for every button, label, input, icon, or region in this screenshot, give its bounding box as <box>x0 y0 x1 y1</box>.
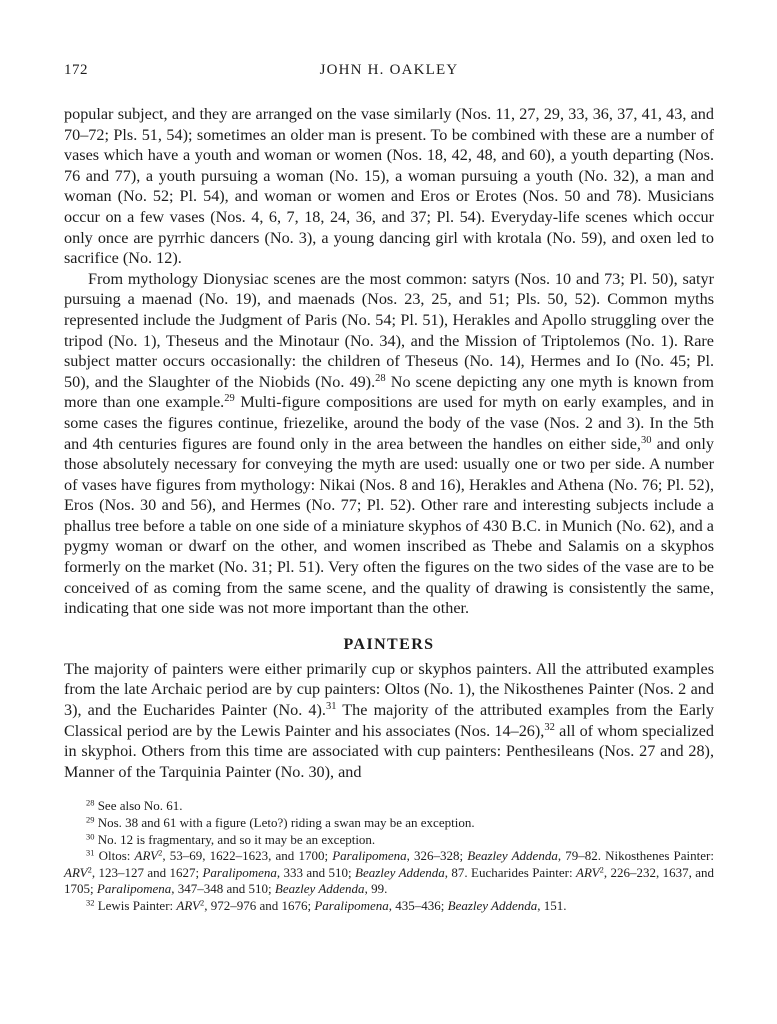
footnote-ref-32: 32 <box>544 721 555 733</box>
running-title: JOHN H. OAKLEY <box>319 62 459 78</box>
footnote-ref-28: 28 <box>375 372 386 384</box>
footnote-30: $^{30}$ No. 12 is fragmentary, and so it may be an exception. <box>86 830 376 847</box>
footnotes <box>64 798 714 914</box>
paragraph-everyday-scenes: popular subject, and they are arranged on the vase similarly (Nos. 11, 27, 29, 33, 36, 37, 41, 43, and 70–72; Pls. 51, 54); sometimes an older man is present. To be combined with these are a number of vases which have a youth and woman or women (Nos. 18, 42, 48, and 60), a youth departing (Nos. 76 and 77), a youth pursuing a woman (No. 15), a woman pursuing a youth (No. 32), a man and woman (No. 52; Pl. 54), and woman or women and Eros or Erotes (Nos. 50 and 78). Musicians occur on a few vases (Nos. 4, 6, 7, 18, 24, 36, and 37; Pl. 54). Everyday-life scenes which occur only once are pyrrhic dancers (No. 3), a young dancing girl with krotala (No. 59), and oxen led to sacrifice (No. 12). <box>64 105 714 268</box>
section-heading-painters: PAINTERS <box>343 635 435 653</box>
footnote-ref-31: 31 <box>325 701 337 713</box>
footnote-ref-29: 29 <box>224 393 235 405</box>
running-head <box>64 62 714 90</box>
footnote-ref-30: 30 <box>640 434 652 446</box>
body-text <box>64 104 714 782</box>
footnote-28: $^{28}$ See also No. 61. <box>86 797 183 814</box>
paragraph-painters: The majority of painters were either primarily cup or skyphos painters. All the attributed examples from the late Archaic period are by cup painters: Oltos (No. 1), the Nikosthenes Painter (Nos. 2 and 3), and the Eucharides Painter (No. 4).$^{31}$ The majority of the attributed examples from the Early Classical period are by the Lewis Painter and his associates (Nos. 14–26),$^{32}$ all of whom specialized in skyphoi. Others from this time are associated with cup painters: Penthesileans (Nos. 27 and 28), Manner of the Tarquinia Painter (No. 30), and <box>64 659 714 781</box>
paragraph-mythology: From mythology Dionysiac scenes are the most common: satyrs (Nos. 10 and 73; Pl. 50), satyr pursuing a maenad (No. 19), and maenads (Nos. 23, 25, and 51; Pls. 50, 52). Common myths represented include the Judgment of Paris (No. 54; Pl. 51), Herakles and Apollo struggling over the tripod (No. 1), Theseus and the Minotaur (No. 34), and the Mission of Triptolemos (No. 1). Rare subject matter occurs occasionally: the children of Theseus (No. 14), Hermes and Io (No. 45; Pl. 50), and the Slaughter of the Niobids (No. 49).$^{28}$ No scene depicting any one myth is known from more than one example.$^{29}$ Multi-figure compositions are used for myth on early examples, and in some cases the figures continue, friezelike, around the body of the vase (Nos. 2 and 3). In the 5th and 4th centuries figures are found only in the area between the handles on either side,$^{30}$ and only those absolutely necessary for conveying the myth are used: usually one or two per side. A number of vases have figures from mythology: Nikai (Nos. 8 and 16), Herakles and Athena (No. 76; Pl. 52), Eros (Nos. 30 and 56), and Hermes (No. 77; Pl. 52). Other rare and interesting subjects include a phallus tree before a table on one side of a miniature skyphos of 430 B.C. in Munich (No. 62), and a pygmy woman or dwarf on the other, and women inscribed as Thebe and Salamis on a skyphos formerly on the market (No. 31; Pl. 51). Very often the figures on the two sides of the vase are to be conceived of as coming from the same scene, and the quality of drawing is consistently the same, indicating that one side was not more important than the other. <box>64 269 714 618</box>
footnote-31: $^{31}$ Oltos: ARV$^2$, 53–69, 1622–1623, and 1700; Paralipomena, 326–328; Beazley Addenda, 79–82. Nikosthenes Painter: ARV$^2$, 123–127 and 1627; Paralipomena, 333 and 510; Beazley Addenda, 87. Eucharides Painter: ARV$^2$, 226–232, 1637, and 1705; Paralipomena, 347–348 and 510; Beazley Addenda, 99. <box>64 847 714 897</box>
footnote-29: $^{29}$ Nos. 38 and 61 with a figure (Leto?) riding a swan may be an exception. <box>86 814 475 830</box>
page-number: 172 <box>64 62 88 78</box>
page <box>64 62 714 915</box>
footnote-32: $^{32}$ Lewis Painter: ARV$^2$, 972–976 and 1676; Paralipomena, 435–436; Beazley Addenda, 151. <box>86 897 567 913</box>
